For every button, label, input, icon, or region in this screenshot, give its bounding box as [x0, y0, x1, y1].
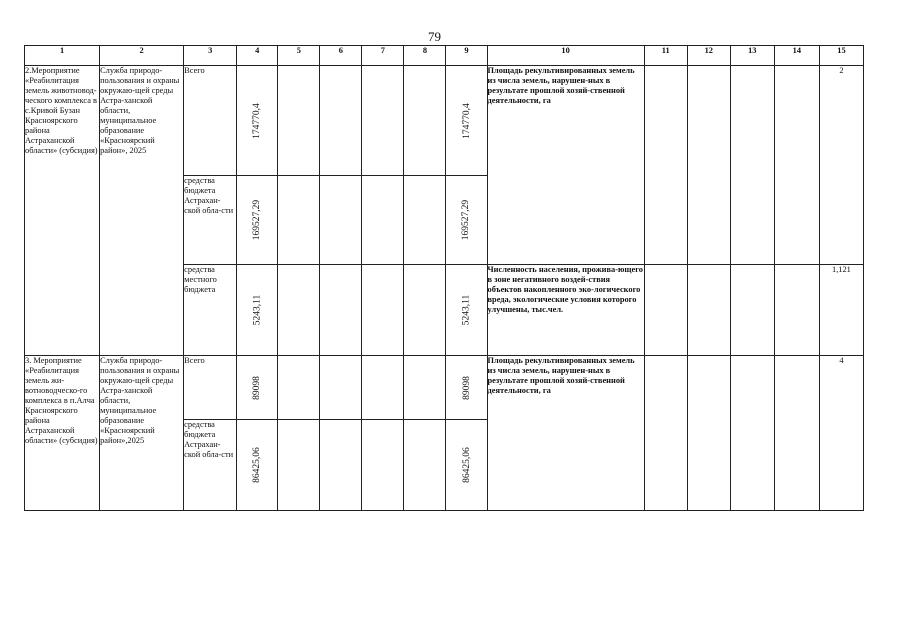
executor-cell: Служба природо-пользования и охраны окружаю-щей среды Астра-ханской области, муниципальное образование «Красноярский район», 2025	[100, 66, 184, 356]
amount-value: 5243,11	[461, 294, 472, 326]
table-row	[25, 66, 864, 176]
empty-cell	[687, 265, 730, 356]
table-row	[25, 356, 864, 420]
empty-cell	[404, 265, 446, 356]
activity-cell: 2.Мероприятие «Реабилитация земель животновод-ческого комплекса в с.Кривой Бузан Красноярского района Астраханской области» (субсидия)	[25, 66, 100, 356]
funding-source: средства бюджета Астрахан-ской обла-сти	[184, 176, 237, 265]
empty-cell	[362, 265, 404, 356]
indicator-name: Площадь рекультивированных земель из числа земель, нарушен-ных в результате прошлой хозяй-ственной деятельности, га	[487, 356, 644, 511]
empty-cell	[320, 356, 362, 420]
empty-cell	[278, 66, 320, 176]
empty-cell	[320, 66, 362, 176]
amount-value: 174770,4	[252, 102, 263, 139]
indicator-value: 1,121	[819, 265, 863, 356]
amount-value: 89098	[252, 375, 263, 400]
empty-cell	[404, 176, 446, 265]
header-cell: 15	[819, 46, 863, 66]
header-cell: 14	[774, 46, 819, 66]
program-table	[24, 45, 864, 511]
empty-cell	[362, 420, 404, 511]
empty-cell	[278, 265, 320, 356]
amount-col4	[237, 66, 278, 176]
empty-cell	[644, 265, 687, 356]
empty-cell	[320, 265, 362, 356]
amount-col4	[237, 356, 278, 420]
funding-source: средства бюджета Астрахан-ской обла-сти	[184, 420, 237, 511]
amount-col9	[446, 420, 487, 511]
empty-cell	[730, 356, 774, 511]
empty-cell	[687, 66, 730, 265]
empty-cell	[278, 356, 320, 420]
header-cell: 10	[487, 46, 644, 66]
amount-col9	[446, 356, 487, 420]
empty-cell	[278, 176, 320, 265]
funding-source: Всего	[184, 356, 237, 420]
indicator-value: 4	[819, 356, 863, 511]
empty-cell	[644, 66, 687, 265]
empty-cell	[774, 66, 819, 265]
amount-value: 169527,29	[461, 199, 472, 241]
empty-cell	[404, 420, 446, 511]
header-cell: 9	[446, 46, 487, 66]
empty-cell	[774, 265, 819, 356]
empty-cell	[362, 356, 404, 420]
header-cell: 11	[644, 46, 687, 66]
empty-cell	[362, 66, 404, 176]
amount-value: 86425,06	[252, 447, 263, 483]
header-cell: 5	[278, 46, 320, 66]
indicator-name: Площадь рекультивированных земель из числа земель, нарушен-ных в результате прошлой хозяй-ственной деятельности, га	[487, 66, 644, 265]
indicator-value: 2	[819, 66, 863, 265]
activity-cell: 3. Мероприятие «Реабилитация земель жи-вотноводческо-го комплекса в п.Алча Красноярского района Астраханской области» (субсидия)	[25, 356, 100, 511]
empty-cell	[404, 66, 446, 176]
header-cell: 1	[25, 46, 100, 66]
header-cell: 7	[362, 46, 404, 66]
funding-source: Всего	[184, 66, 237, 176]
empty-cell	[404, 356, 446, 420]
amount-col4	[237, 265, 278, 356]
page-number: 79	[428, 29, 441, 44]
executor-cell: Служба природо-пользования и охраны окружаю-щей среды Астра-ханской области, муниципальное образование «Красноярский район»,2025	[100, 356, 184, 511]
amount-value: 89098	[461, 375, 472, 400]
amount-value: 5243,11	[252, 294, 263, 326]
header-cell: 6	[320, 46, 362, 66]
empty-cell	[730, 265, 774, 356]
amount-value: 86425,06	[461, 447, 472, 483]
amount-value: 169527,29	[252, 199, 263, 241]
empty-cell	[730, 66, 774, 265]
header-cell: 2	[100, 46, 184, 66]
header-cell: 12	[687, 46, 730, 66]
empty-cell	[278, 420, 320, 511]
funding-source: средства местного бюджета	[184, 265, 237, 356]
header-cell: 4	[237, 46, 278, 66]
indicator-name: Численность населения, прожива-ющего в зоне негативного воздей-ствия объектов накопленного эко-логического вреда, экологические условия которого улучшены, тыс.чел.	[487, 265, 644, 356]
empty-cell	[362, 176, 404, 265]
empty-cell	[320, 420, 362, 511]
empty-cell	[320, 176, 362, 265]
header-row	[25, 46, 864, 66]
empty-cell	[644, 356, 687, 511]
amount-col9	[446, 176, 487, 265]
empty-cell	[774, 356, 819, 511]
amount-value: 174770,4	[461, 102, 472, 139]
amount-col9	[446, 265, 487, 356]
empty-cell	[687, 356, 730, 511]
amount-col4	[237, 420, 278, 511]
amount-col4	[237, 176, 278, 265]
header-cell: 8	[404, 46, 446, 66]
amount-col9	[446, 66, 487, 176]
header-cell: 13	[730, 46, 774, 66]
header-cell: 3	[184, 46, 237, 66]
